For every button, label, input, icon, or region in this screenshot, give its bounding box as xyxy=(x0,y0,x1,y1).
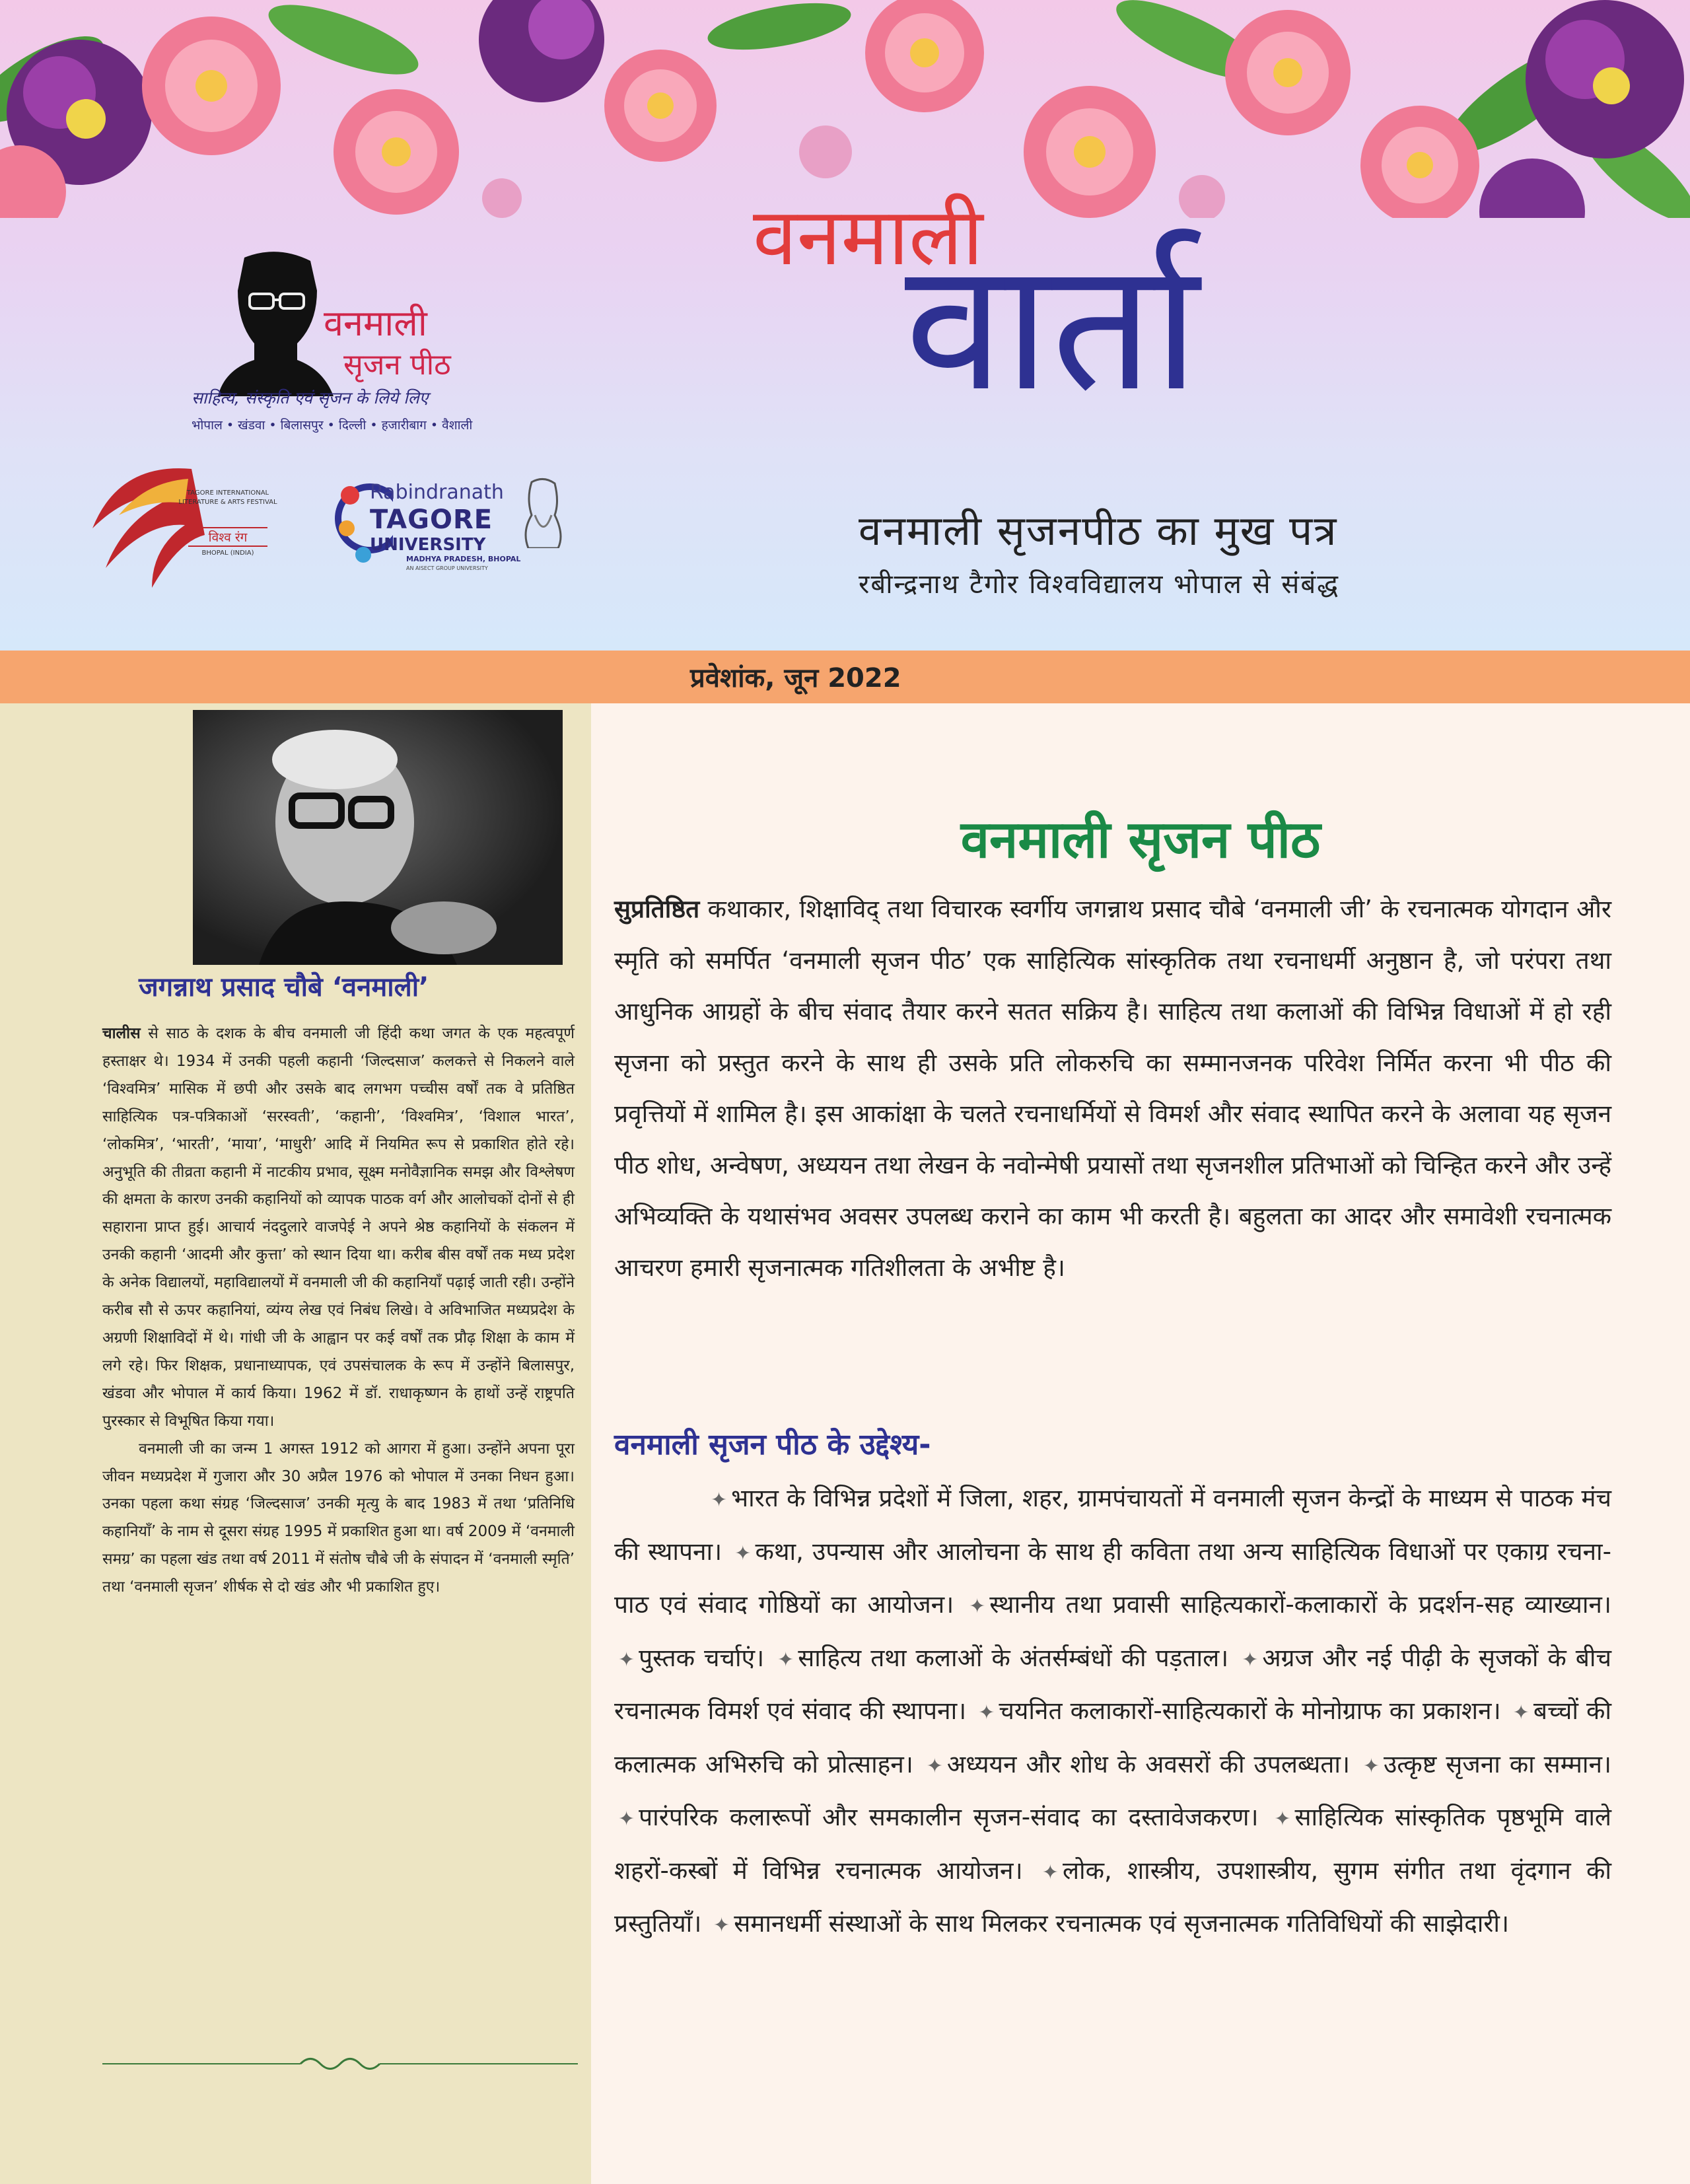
goal-item: पारंपरिक कलारूपों और समकालीन सृजन-संवाद का दस्तावेजकरण। xyxy=(639,1803,1271,1831)
sidebar-column xyxy=(0,703,591,2184)
subtitle-mouthpiece: वनमाली सृजनपीठ का मुख पत्र xyxy=(859,507,1338,555)
author-caption: जगन्नाथ प्रसाद चौबे ‘वनमाली’ xyxy=(139,972,429,1003)
subtitle-affiliation: रबीन्द्रनाथ टैगोर विश्वविद्यालय भोपाल से संबंद्ध xyxy=(859,569,1340,600)
title-vanmali: वनमाली xyxy=(753,192,983,283)
logo-tagline: साहित्य, संस्कृति एवं सृजन के लिये लिए xyxy=(192,388,429,407)
goal-item: लोक, शास्त्रीय, उपशास्त्रीय, सुगम संगीत तथा वृंदगान की प्रस्तुतियाँ। xyxy=(614,1856,1611,1938)
star-bullet-icon: ✦ xyxy=(713,1914,730,1937)
star-bullet-icon: ✦ xyxy=(926,1754,943,1778)
logo-cities: भोपाल • खंडवा • बिलासपुर • दिल्ली • हजारीबाग • वैशाली xyxy=(192,418,473,433)
tagore-university-logo xyxy=(334,449,571,581)
goals-list xyxy=(614,1473,1611,1952)
star-bullet-icon: ✦ xyxy=(1362,1754,1380,1778)
tagore-portrait-icon xyxy=(518,476,568,548)
author-photo xyxy=(193,710,563,965)
bio-lead-word: चालीस xyxy=(102,1025,141,1042)
goal-item: अध्ययन और शोध के अवसरों की उपलब्धता। xyxy=(946,1749,1359,1779)
star-bullet-icon: ✦ xyxy=(734,1541,752,1565)
bio-paragraph-1 xyxy=(102,1020,575,1436)
star-bullet-icon: ✦ xyxy=(618,1648,635,1672)
university-name-line3: UNIVERSITY xyxy=(370,535,486,555)
university-name-line2: TAGORE xyxy=(370,505,493,535)
goal-item: पुस्तक चर्चाएं। xyxy=(639,1643,774,1672)
star-bullet-icon: ✦ xyxy=(969,1595,986,1618)
goal-item: बच्चों की कलात्मक अभिरुचि को प्रोत्साहन। xyxy=(614,1697,1612,1779)
star-bullet-icon: ✦ xyxy=(1242,1648,1259,1672)
star-bullet-icon: ✦ xyxy=(618,1808,635,1831)
masthead xyxy=(0,0,1690,651)
bio-text-1: से साठ के दशक के बीच वनमाली जी हिंदी कथा जगत के एक महत्वपूर्ण हस्ताक्षर थे। 1934 में उनकी पहली कहानी ‘जिल्दसाज’ कलकत्ते से निकलने वाले ‘विश्वमित्र’ मासिक में छपी और उसके बाद लगभग पच्चीस वर्षों तक वे प्रतिष्ठित साहित्यिक पत्र-पत्रिकाओं ‘सरस्वती’, ‘कहानी’, ‘विश्वमित्र’, ‘विशाल भारत’, ‘लोकमित्र’, ‘भारती’, ‘माया’, ‘माधुरी’ आदि में नियमित रूप से प्रकाशित होते रहे। अनुभूति की तीव्रता कहानी में नाटकीय प्रभाव, सूक्ष्म मनोवैज्ञानिक समझ और विश्लेषण की क्षमता के कारण उनकी कहानियों को व्यापक पाठक वर्ग और आलोचकों दोनों से ही सहाराना प्राप्त हुई। आचार्य नंददुलारे वाजपेई ने अपने श्रेष्ठ कहानियों के संकलन में उनकी कहानी ‘आदमी और कुत्ता’ को स्थान दिया था। करीब बीस वर्षों तक मध्य प्रदेश के अनेक विद्यालयों, महाविद्यालयों में वनमाली जी की कहानियाँ पढ़ाई जाती रही। उन्होंने करीब सौ से ऊपर कहानियां, व्यंग्य लेख एवं निबंध लिखे। वे अविभाजित मध्यप्रदेश के अग्रणी शिक्षाविदों में थे। गांधी जी के आह्वान पर कई वर्षों तक प्रौढ़ शिक्षा के काम में लगे रहे। फिर शिक्षक, प्रधानाध्यापक, एवं उपसंचालक के रूप में उन्होंने बिलासपुर, खंडवा और भोपाल में कार्य किया। 1962 में डॉ. राधाकृष्णन के हाथों उन्हें राष्ट्रपति पुरस्कार से विभूषित किया गया। xyxy=(102,1025,575,1430)
vishwarang-festival-text: TAGORE INTERNATIONAL LITERATURE & ARTS FESTIVAL xyxy=(178,489,277,506)
title-varta: वार्ता xyxy=(905,223,1201,431)
goal-item: चयनित कलाकारों-साहित्यकारों के मोनोग्राफ का प्रकाशन। xyxy=(999,1697,1509,1725)
intro-paragraph xyxy=(614,884,1611,1293)
star-bullet-icon: ✦ xyxy=(978,1701,995,1724)
goal-item: स्थानीय तथा प्रवासी साहित्यकारों-कलाकारों के प्रदर्शन-सह व्याख्यान। xyxy=(989,1590,1611,1619)
goal-item: भारत के विभिन्न प्रदेशों में जिला, शहर, ग्रामपंचायतों में वनमाली सृजन केन्द्रों के माध्यम से पाठक मंच की स्थापना। xyxy=(614,1484,1611,1566)
vishwarang-name: विश्व रंग xyxy=(188,527,267,547)
star-bullet-icon: ✦ xyxy=(1512,1701,1530,1724)
main-heading: वनमाली सृजन पीठ xyxy=(960,810,1321,870)
author-portrait-image xyxy=(193,710,563,965)
author-biography xyxy=(102,1020,575,1602)
wing-icon xyxy=(79,442,211,594)
intro-text: कथाकार, शिक्षाविद् तथा विचारक स्वर्गीय जगन्नाथ प्रसाद चौबे ‘वनमाली जी’ के रचनात्मक योगदान और स्मृति को समर्पित ‘वनमाली सृजन पीठ’ एक साहित्यिक सांस्कृतिक तथा रचनाधर्मी अनुष्ठान है, जो परंपरा तथा आधुनिक आग्रहों के बीच संवाद तैयार करने सतत सक्रिय है। साहित्य तथा कलाओं की विभिन्न विधाओं में हो रही सृजना को प्रस्तुत करने के साथ ही उसके प्रति लोकरुचि का सम्मानजनक परिवेश निर्मित करना भी पीठ की प्रवृत्तियों में शामिल है। इस आकांक्षा के चलते रचनाधर्मियों से विमर्श और संवाद स्थापित करने के अलावा यह सृजन पीठ शोध, अन्वेषण, अध्ययन तथा लेखन के नवोन्मेषी प्रयासों तथा सृजनशील प्रतिभाओं को चिन्हित करने और उन्हें अभिव्यक्ति के यथासंभव अवसर उपलब्ध कराने का काम भी करती है। बहुलता का आदर और समावेशी रचनात्मक आचरण हमारी सृजनात्मक गतिशीलता के अभीष्ट है। xyxy=(614,895,1611,1282)
star-bullet-icon: ✦ xyxy=(1041,1860,1059,1884)
university-name-line1: Rabindranath xyxy=(370,481,504,504)
goal-item: कथा, उपन्यास और आलोचना के साथ ही कविता तथा अन्य साहित्यिक विधाओं पर एकाग्र रचना-पाठ एवं संवाद गोष्ठियों का आयोजन। xyxy=(614,1537,1611,1619)
vishwarang-festival-logo xyxy=(79,442,291,594)
goal-item: साहित्य तथा कलाओं के अंतर्सम्बंधों की पड़ताल। xyxy=(798,1643,1238,1672)
goal-item: उत्कृष्ट सृजना का सम्मान। xyxy=(1384,1749,1611,1779)
issue-bar xyxy=(0,651,1690,703)
main-column xyxy=(591,703,1690,2184)
university-group: AN AISECT GROUP UNIVERSITY xyxy=(406,565,488,571)
star-bullet-icon: ✦ xyxy=(777,1648,794,1672)
goals-heading: वनमाली सृजन पीठ के उद्देश्य- xyxy=(614,1428,931,1462)
flower-border-decoration xyxy=(0,0,1690,218)
vanmali-portrait-icon xyxy=(218,244,337,396)
star-bullet-icon: ✦ xyxy=(711,1489,728,1512)
vishwarang-place: BHOPAL (INDIA) xyxy=(201,549,254,557)
goal-item: अग्रज और नई पीढ़ी के सृजकों के बीच रचनात्मक विमर्श एवं संवाद की स्थापना। xyxy=(614,1643,1611,1725)
goal-item: साहित्यिक सांस्कृतिक पृष्ठभूमि वाले शहरों-कस्बों में विभिन्न रचनात्मक आयोजन। xyxy=(614,1803,1611,1885)
issue-label: प्रवेशांक, जून 2022 xyxy=(690,663,901,693)
logo-name-line1: वनमाली xyxy=(324,302,427,344)
bio-paragraph-2: वनमाली जी का जन्म 1 अगस्त 1912 को आगरा में हुआ। उन्होंने अपना पूरा जीवन मध्यप्रदेश में गुजारा और 30 अप्रैल 1976 को भोपाल में उनका निधन हुआ। उनका पहला कथा संग्रह ‘जिल्दसाज’ उनकी मृत्यु के बाद 1983 में तथा ‘प्रतिनिधि कहानियाँ’ के नाम से दूसरा संग्रह 1995 में प्रकाशित हुआ था। वर्ष 2009 में ‘वनमाली समग्र’ का पहला खंड तथा वर्ष 2011 में संतोष चौबे जी के संपादन में ‘वनमाली स्मृति’ तथा ‘वनमाली सृजन’ शीर्षक से दो खंड और भी प्रकाशित हुए। xyxy=(102,1440,575,1596)
vanmali-srijan-peeth-logo xyxy=(165,238,509,436)
ornamental-divider xyxy=(102,2054,578,2074)
goals-paragraph xyxy=(614,1473,1611,1952)
star-bullet-icon: ✦ xyxy=(1274,1808,1291,1831)
goal-item: समानधर्मी संस्थाओं के साथ मिलकर रचनात्मक एवं सृजनात्मक गतिविधियों की साझेदारी। xyxy=(734,1909,1510,1938)
intro-lead-word: सुप्रतिष्ठित xyxy=(614,895,700,923)
university-location: MADHYA PRADESH, BHOPAL xyxy=(406,555,521,563)
logo-name-line2: सृजन पीठ xyxy=(343,348,451,382)
